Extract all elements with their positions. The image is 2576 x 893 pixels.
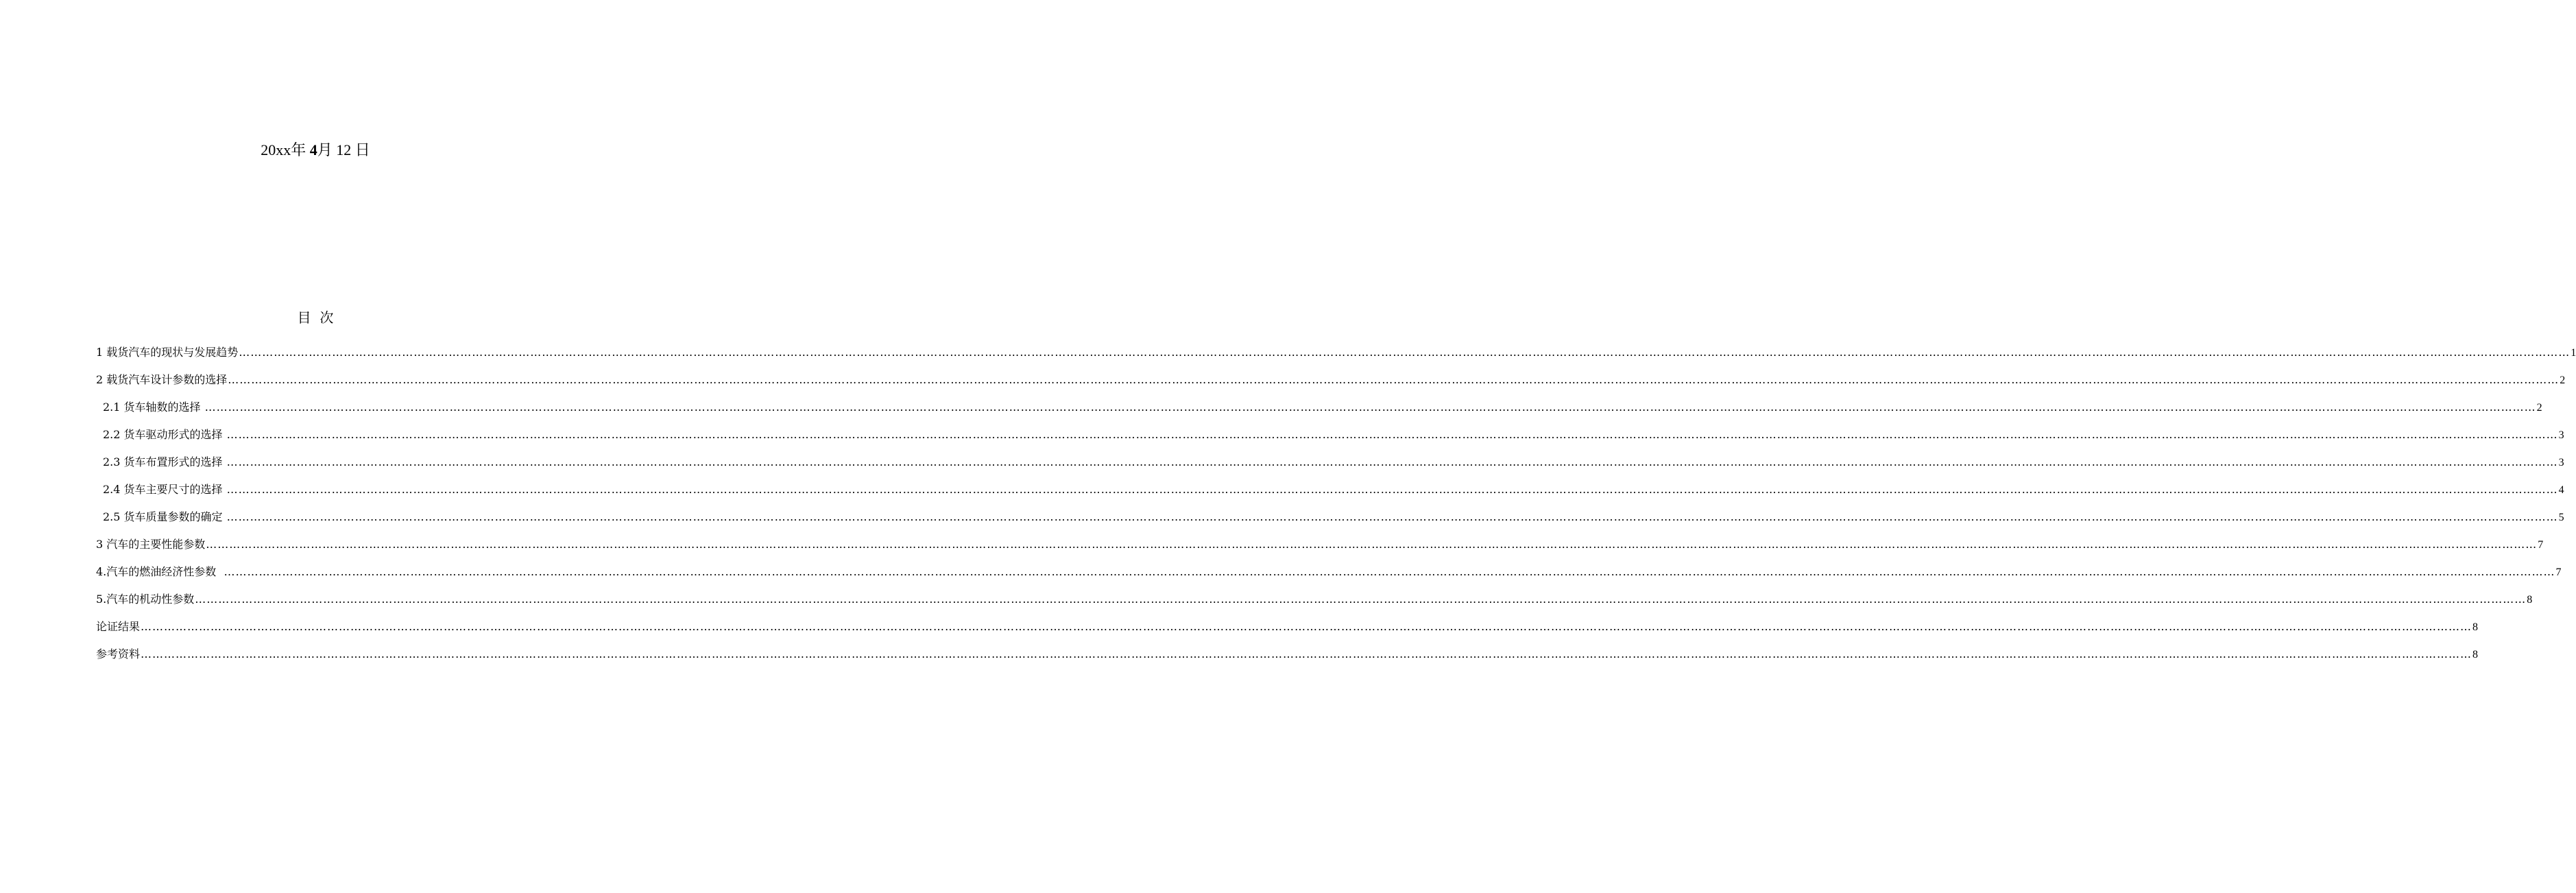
toc-entry-page: 7 [2555, 567, 2562, 578]
toc-leader-dots: …………………………………………………………………………………………………………………………………………………………………………………………………………………………………………………………………………………………………………………………………………………………………………………………………………………………………………………………………………………………………………………………………………………… [141, 647, 2472, 660]
toc-entry-label: 1 载货汽车的现状与发展趋势 [96, 346, 239, 359]
toc-leader-dots: …………………………………………………………………………………………………………………………………………………………………………………………………………………………………………………………………………………………………………………………………………………………………………………………………………………………………………………………………………………………………………………………………………………… [195, 593, 2527, 606]
toc-leader-dots: …………………………………………………………………………………………………………………………………………………………………………………………………………………………………………………………………………………………………………………………………………………………………………………………………………………………………………………………………………………………………………………………………………………… [226, 428, 2558, 441]
toc-leader-dots: …………………………………………………………………………………………………………………………………………………………………………………………………………………………………………………………………………………………………………………………………………………………………………………………………………………………………………………………………………………………………………………………………………………… [226, 510, 2558, 523]
toc-entry-page: 2 [2536, 402, 2542, 414]
toc-leader-dots: …………………………………………………………………………………………………………………………………………………………………………………………………………………………………………………………………………………………………………………………………………………………………………………………………………………………………………………………………………………………………………………………………………………… [226, 455, 2558, 468]
toc-entry-label: 2.1 货车轴数的选择 [103, 401, 204, 414]
toc-entry[interactable] [96, 369, 2566, 396]
toc-entry-page: 3 [2558, 457, 2564, 468]
toc-entry-page: 8 [2527, 594, 2533, 606]
toc-entry[interactable] [96, 342, 2576, 369]
toc-entry-label: 2.3 货车布置形式的选择 [103, 455, 226, 468]
toc-leader-dots: …………………………………………………………………………………………………………………………………………………………………………………………………………………………………………………………………………………………………………………………………………………………………………………………………………………………………………………………………………………………………………………………………………………… [226, 483, 2558, 496]
toc-entry-page: 8 [2472, 649, 2479, 660]
toc-entry[interactable] [96, 424, 2564, 451]
toc-entry-label: 论证结果 [96, 620, 141, 633]
toc-leader-dots: …………………………………………………………………………………………………………………………………………………………………………………………………………………………………………………………………………………………………………………………………………………………………………………………………………………………………………………………………………………………………………………………………………………… [224, 565, 2555, 578]
date-day-char: 日 [354, 141, 370, 158]
toc-entry-page: 2 [2560, 374, 2566, 386]
toc-entry-page: 1 [2571, 347, 2576, 359]
table-of-contents [96, 342, 2576, 671]
toc-entry-page: 7 [2538, 539, 2544, 551]
date-year-char: 年 [291, 141, 306, 158]
toc-entry-page: 5 [2558, 512, 2564, 523]
toc-entry[interactable] [96, 506, 2564, 534]
toc-entry[interactable] [96, 534, 2544, 561]
toc-entry-page: 3 [2558, 429, 2564, 441]
toc-leader-dots: …………………………………………………………………………………………………………………………………………………………………………………………………………………………………………………………………………………………………………………………………………………………………………………………………………………………………………………………………………………………………………………………………………………… [206, 538, 2538, 551]
toc-entry-label: 4.汽车的燃油经济性参数 [96, 565, 224, 578]
toc-entry-label: 5.汽车的机动性参数 [96, 593, 195, 606]
date-year: 20xx [261, 141, 291, 158]
toc-entry-label: 2 载货汽车设计参数的选择 [96, 373, 228, 386]
toc-entry[interactable] [96, 588, 2533, 616]
toc-entry-label: 2.4 货车主要尺寸的选择 [103, 483, 226, 496]
toc-entry[interactable] [96, 561, 2562, 588]
toc-entry[interactable] [96, 479, 2564, 506]
toc-leader-dots: …………………………………………………………………………………………………………………………………………………………………………………………………………………………………………………………………………………………………………………………………………………………………………………………………………………………………………………………………………………………………………………………………………………… [228, 373, 2560, 386]
date-month: 4 [309, 141, 317, 158]
toc-entry-label: 2.5 货车质量参数的确定 [103, 510, 226, 523]
toc-leader-dots: …………………………………………………………………………………………………………………………………………………………………………………………………………………………………………………………………………………………………………………………………………………………………………………………………………………………………………………………………………………………………………………………………………………… [141, 620, 2472, 633]
document-date [0, 139, 631, 162]
toc-entry-label: 3 汽车的主要性能参数 [96, 538, 206, 551]
toc-entry-page: 8 [2472, 621, 2479, 633]
toc-entry[interactable] [96, 643, 2479, 671]
date-month-char: 月 [317, 141, 333, 158]
date-day: 12 [336, 141, 352, 158]
toc-entry[interactable] [96, 616, 2479, 643]
toc-entry[interactable] [96, 396, 2542, 424]
toc-title: 目 次 [297, 309, 334, 326]
toc-leader-dots: …………………………………………………………………………………………………………………………………………………………………………………………………………………………………………………………………………………………………………………………………………………………………………………………………………………………………………………………………………………………………………………………………………………… [239, 346, 2571, 359]
toc-entry-label: 参考资料 [96, 647, 141, 660]
toc-entry[interactable] [96, 451, 2564, 479]
toc-leader-dots: …………………………………………………………………………………………………………………………………………………………………………………………………………………………………………………………………………………………………………………………………………………………………………………………………………………………………………………………………………………………………………………………………………………… [204, 401, 2536, 414]
toc-entry-page: 4 [2558, 484, 2564, 496]
toc-entry-label: 2.2 货车驱动形式的选择 [103, 428, 226, 441]
